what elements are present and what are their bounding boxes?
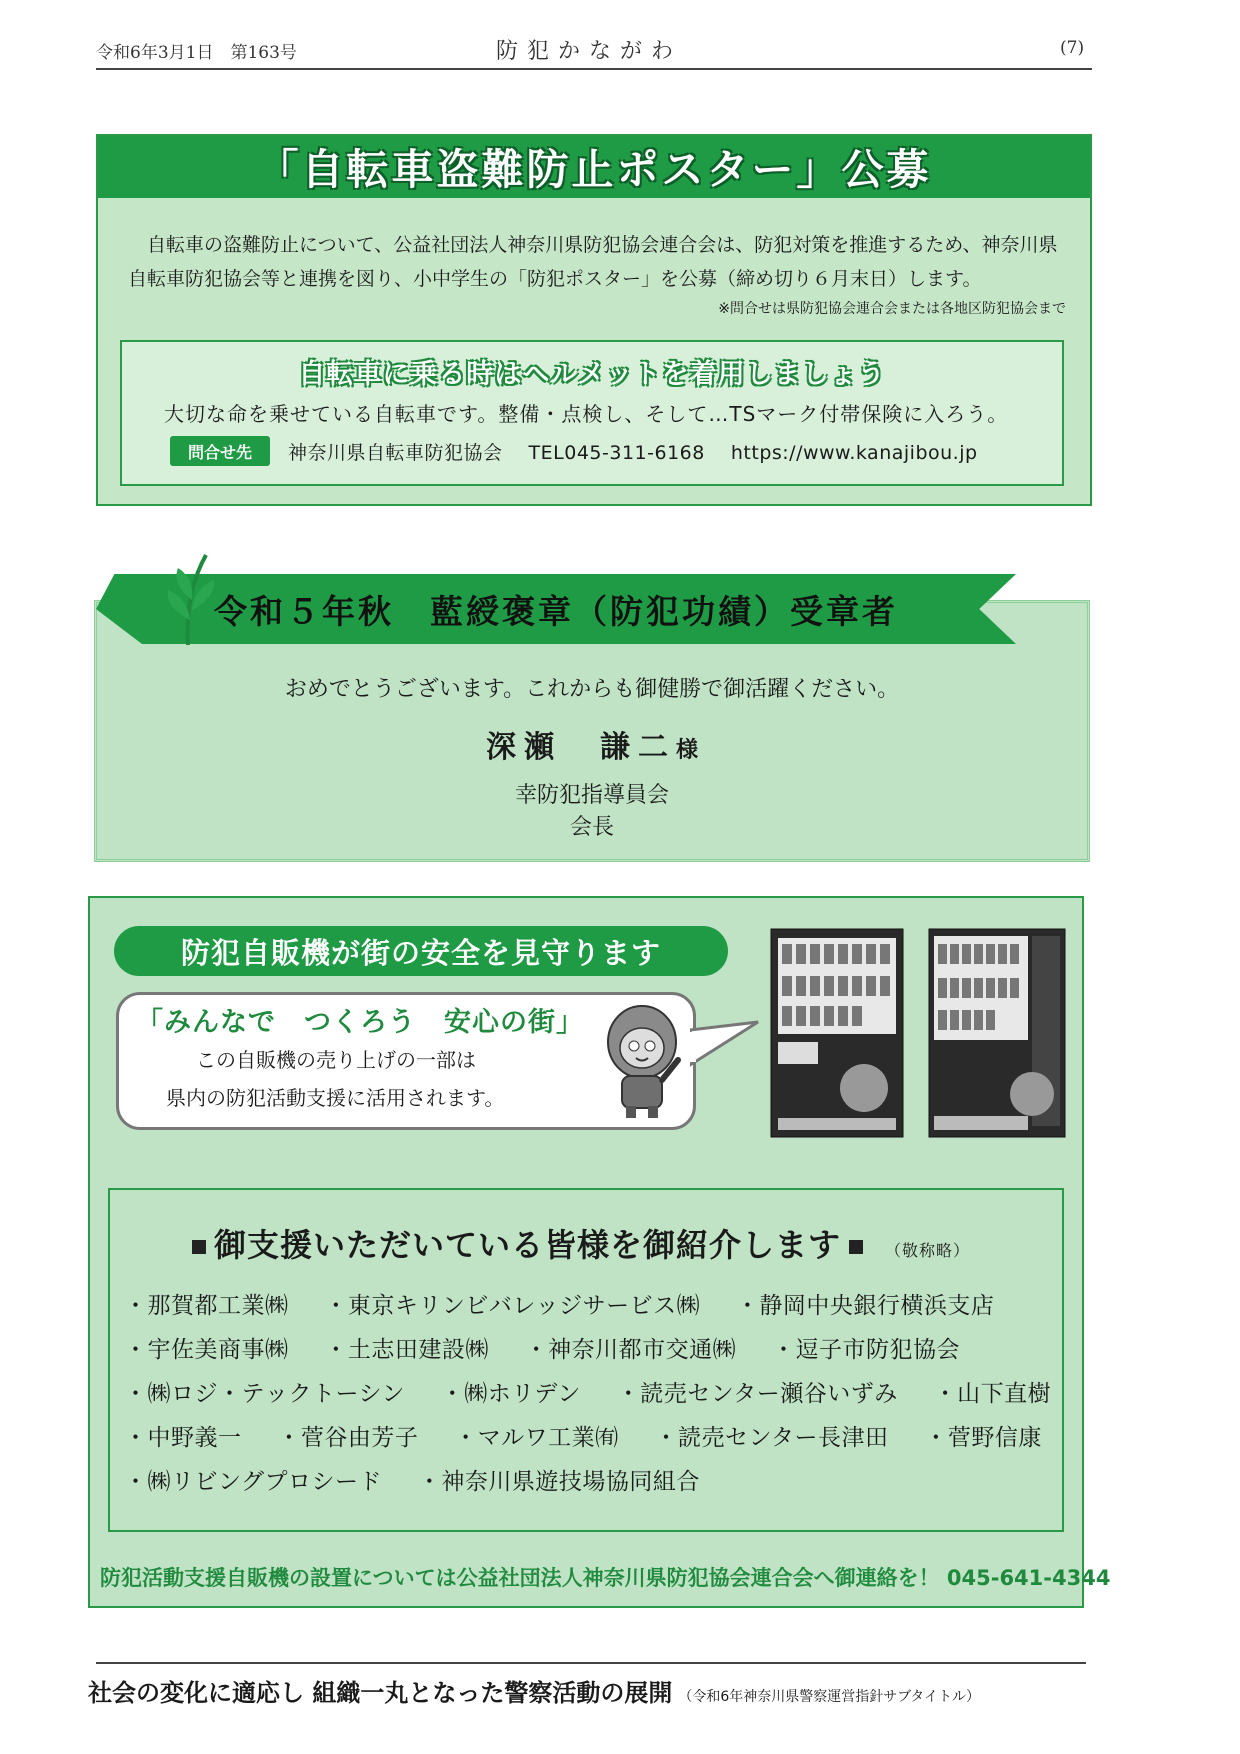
vending-line1: この自販機の売り上げの一部は [196,1048,476,1072]
sponsor-item: ・中野義一 [124,1425,242,1451]
sponsor-item: ・読売センター瀬谷いずみ [616,1381,898,1407]
sponsor-item: ・㈱リビングプロシード [124,1469,383,1495]
speech-bubble-tail-icon [690,1020,760,1080]
police-mascot-icon [592,1000,692,1120]
vending-line2: 県内の防犯活動支援に活用されます。 [166,1086,505,1110]
vending-contact-note: 防犯活動支援自販機の設置については公益社団法人神奈川県防犯協会連合会へ御連絡を！ 045-641-4344 [100,1566,1111,1590]
sponsor-row [124,1375,1079,1408]
bike-poster-note: ※問合せは県防犯協会連合会または各地区防犯協会まで [718,301,1066,317]
award-title: 令和５年秋 藍綬褒章（防犯功績）受章者 [214,591,898,631]
contact-badge: 問合せ先 [170,436,270,466]
header-rule [96,68,1092,70]
sponsor-item: ・神奈川都市交通㈱ [524,1337,737,1363]
helmet-text: 大切な命を乗せている自転車です。整備・点検し、そして…TSマーク付帯保険に入ろう。 [164,402,1009,426]
vending-title: 防犯自販機が街の安全を見守ります [114,926,728,976]
footer-rule [96,1662,1086,1664]
sponsor-item: ・マルワ工業㈲ [454,1425,619,1451]
policy-subtitle [88,1673,980,1708]
sponsor-heading [184,1220,970,1266]
sponsor-item: ・逗子市防犯協会 [771,1337,960,1363]
policy-subtitle-text: 社会の変化に適応し 組織一丸となった警察活動の展開 [88,1679,673,1707]
contact-info: 神奈川県自転車防犯協会 TEL045-311-6168 https://www.kanajibou.jp [288,442,978,464]
newspaper-title: 防犯かながわ [496,39,683,64]
sponsor-item: ・東京キリンビバレッジサービス㈱ [324,1293,701,1319]
helmet-title: 自転車に乗る時はヘルメットを着用しましょう [298,359,886,390]
sponsor-row [124,1463,728,1496]
bike-poster-section [96,134,1092,506]
awardee-organization: 幸防犯指導員会 [514,783,669,808]
awardee-role: 会長 [569,815,614,840]
bike-poster-title: 「自転車盗難防止ポスター」公募 [256,145,932,194]
award-congrats: おめでとうございます。これからも御健勝で御活躍ください。 [284,677,900,702]
sponsor-item: ・山下直樹 [933,1381,1052,1407]
sponsor-item: ・菅野信康 [924,1425,1042,1451]
sponsor-row [124,1331,988,1364]
awardee-name [94,722,1090,766]
page-number: (7) [1060,38,1085,58]
bike-poster-body: 自転車の盗難防止について、公益社団法人神奈川県防犯協会連合会は、防犯対策を推進するため、神奈川県自転車防犯協会等と連携を図り、小中学生の「防犯ポスター」を公募（締め切り６月末日）します。 [128,234,1058,290]
square-bullet-icon [849,1240,863,1254]
sponsor-row [124,1287,1022,1320]
sponsor-row [124,1419,1070,1452]
issue-date: 令和6年3月1日 第163号 [96,43,297,63]
keisho-note: （敬称略） [885,1241,971,1260]
vending-machine-image-2 [928,928,1066,1138]
sponsor-item: ・静岡中央銀行横浜支店 [735,1293,995,1319]
helmet-box [120,340,1064,486]
sponsor-item: ・㈱ホリデン [440,1381,581,1407]
bike-poster-banner [98,136,1090,198]
sponsor-item: ・宇佐美商事㈱ [124,1337,289,1363]
sponsor-item: ・菅谷由芳子 [277,1425,419,1451]
sponsor-item: ・神奈川県遊技場協同組合 [417,1469,700,1495]
sponsor-item: ・土志田建設㈱ [324,1337,489,1363]
vending-slogan: 「みんなで つくろう 安心の街」 [136,1007,584,1038]
vending-machine-image-1 [770,928,904,1138]
policy-subtitle-note: （令和6年神奈川県警察運営指針サブタイトル） [678,1689,981,1705]
awardee-honorific: 様 [675,737,698,763]
sponsor-item: ・読売センター長津田 [654,1425,889,1451]
awardee-name-text: 深瀬 謙二 [485,730,676,765]
sponsor-item: ・那賀都工業㈱ [124,1293,289,1319]
square-bullet-icon [192,1240,206,1254]
sponsor-heading-text: 御支援いただいている皆様を御紹介します [214,1226,842,1264]
sponsor-item: ・㈱ロジ・テックトーシン [124,1381,405,1407]
